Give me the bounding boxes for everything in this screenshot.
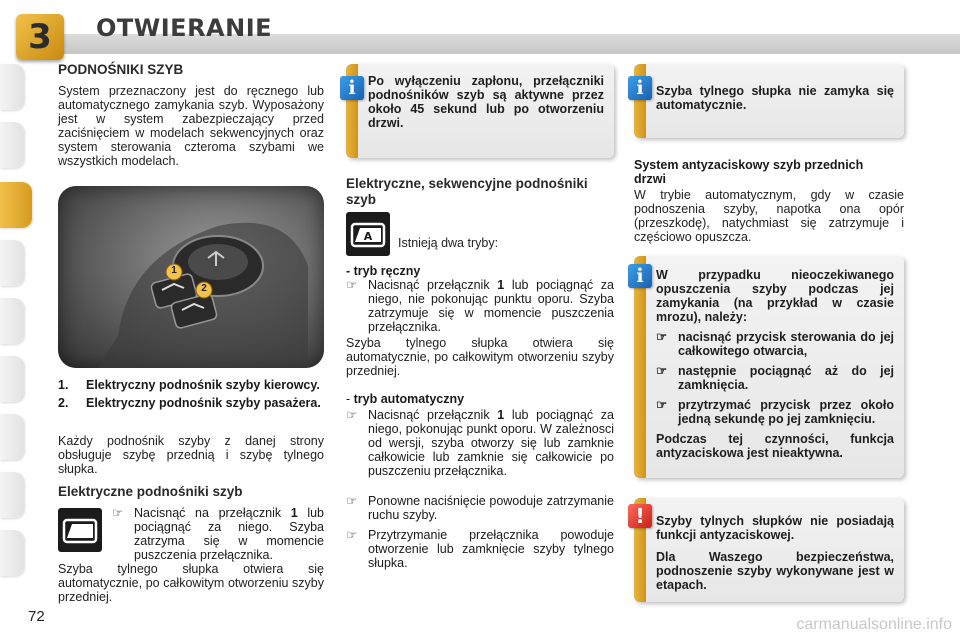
warning-text-1: Szyby tylnych słupków nie posiadają funkcji antyzaciskowej. (656, 514, 894, 542)
callout-2: 2 (201, 283, 207, 294)
stop-bullet: ☞ Ponowne naciśnięcie powoduje zatrzymanie ruchu szyby. (346, 494, 614, 522)
side-tab-1[interactable] (0, 64, 24, 110)
window-switch-photo (58, 186, 324, 368)
info-icon: i (628, 264, 652, 288)
anti-pinch-text: W trybie automatycznym, gdy w czasie podnoszenia szyby, napotka ona opór (przeszkodę), natychmiast się zatrzymuje i częściowo opuszcza. (634, 188, 904, 244)
list-item: 2. Elektryczny podnośnik szyby pasażera. (58, 396, 321, 410)
warning-box (634, 498, 904, 602)
warning-text-2: Dla Waszego bezpieczeństwa, podnoszenie szyby wykonywane jest w etapach. (656, 550, 894, 592)
hold-bullet: ☞ Przytrzymanie przełącznika powoduje otworzenie lub zamknięcie szyby tylnego słupka. (346, 528, 614, 570)
side-tab-8[interactable] (0, 472, 24, 518)
numbered-list (58, 378, 324, 410)
sub-heading: Elektryczne podnośniki szyb (58, 484, 243, 499)
switch-illustration (58, 186, 324, 368)
info-box-ignition: Po wyłączeniu zapłonu, przełączniki podnośników szyb są aktywne przez około 45 sekund lub po otworzeniu drzwi. (346, 64, 614, 158)
manual-bullet: ☞ Nacisnąć przełącznik 1 lub pociągnąć za niego, nie pokonując punktu oporu. Szyba zatrzymuje się w momencie puszczenia przełącznika. (346, 278, 614, 334)
each-switch-text: Każdy podnośnik szyby z danej strony obsługuje szybę przednią i szybę tylnego słupka. (58, 434, 324, 476)
section-heading: PODNOŚNIKI SZYB (58, 62, 184, 77)
anti-pinch-heading: System antyzaciskowy szyb przednich drzwi (634, 158, 864, 186)
side-tab-7[interactable] (0, 414, 24, 460)
page-header (0, 0, 960, 58)
box-item: ☞ następnie pociągnąć aż do jej zamknięcia. (656, 364, 894, 392)
auto-window-icon (346, 212, 390, 256)
chapter-badge: 3 (16, 14, 64, 60)
box-footer: Podczas tej czynności, funkcja antyzaciskowa jest nieaktywna. (656, 432, 894, 460)
info-box-rear-window: Szyba tylnego słupka nie zamyka się automatycznie. (634, 64, 904, 138)
side-tab-active[interactable] (0, 182, 32, 228)
intro-text: System przeznaczony jest do ręcznego lub automatycznego zamykania szyb. Wyposażony jest w system zabezpieczający przed zaciśnięciem w modelach sekwencyjnych oraz system sterowania czteroma szybami we wszystkich modelach. (58, 84, 324, 168)
watermark: carmanualsonline.info (796, 616, 952, 633)
list-item: 1. Elektryczny podnośnik szyby kierowcy. (58, 378, 320, 392)
box-item: ☞ nacisnąć przycisk sterowania do jej całkowitego otwarcia, (656, 330, 894, 358)
modes-intro: Istnieją dwa tryby: (398, 236, 499, 250)
callout-1: 1 (171, 265, 177, 276)
box-intro: W przypadku nieoczekiwanego opuszczenia szyby podczas jej zamykania (na przykład w czasie mrozu), należy: (656, 268, 894, 324)
info-box-unexpected (634, 256, 904, 478)
auto-mode-title: - tryb automatyczny (346, 392, 465, 406)
bullet-item: ☞ Nacisnąć na przełącznik 1 lub pociągnąć za niego. Szyba zatrzyma się w momencie puszczenia przełącznika. (112, 506, 324, 562)
warning-icon: ! (628, 504, 652, 528)
manual-text: Szyba tylnego słupka otwiera się automatycznie, po całkowitym otworzeniu szyby przedniej. (346, 336, 614, 378)
footer-text: Szyba tylnego słupka otwiera się automatycznie, po całkowitym otworzeniu szyby przedniej. (58, 562, 324, 604)
page-title: OTWIERANIE (96, 14, 273, 42)
side-tab-4[interactable] (0, 240, 24, 286)
side-tab-6[interactable] (0, 356, 24, 402)
manual-mode-title: - tryb ręczny (346, 264, 421, 278)
side-tab-2[interactable] (0, 122, 24, 168)
info-icon: i (628, 76, 652, 100)
box-item: ☞ przytrzymać przycisk przez około jedną sekundę po jej zamknięciu. (656, 398, 894, 426)
info-icon: i (340, 76, 364, 100)
side-tab-5[interactable] (0, 298, 24, 344)
window-lift-icon (58, 508, 102, 552)
auto-bullet: ☞ Nacisnąć przełącznik 1 lub pociągnąć za niego, pokonując punkt oporu. W zależnosci od wersji, szyba otworzy się lub zamknie całkowicie lub zamknie się całkowicie po puszczeniu przełącznika. (346, 408, 614, 478)
sequential-heading: Elektryczne, sekwencyjne podnośniki szyb (346, 176, 588, 207)
svg-text:A: A (363, 230, 373, 243)
page-number: 72 (28, 608, 45, 625)
side-tab-9[interactable] (0, 530, 24, 576)
